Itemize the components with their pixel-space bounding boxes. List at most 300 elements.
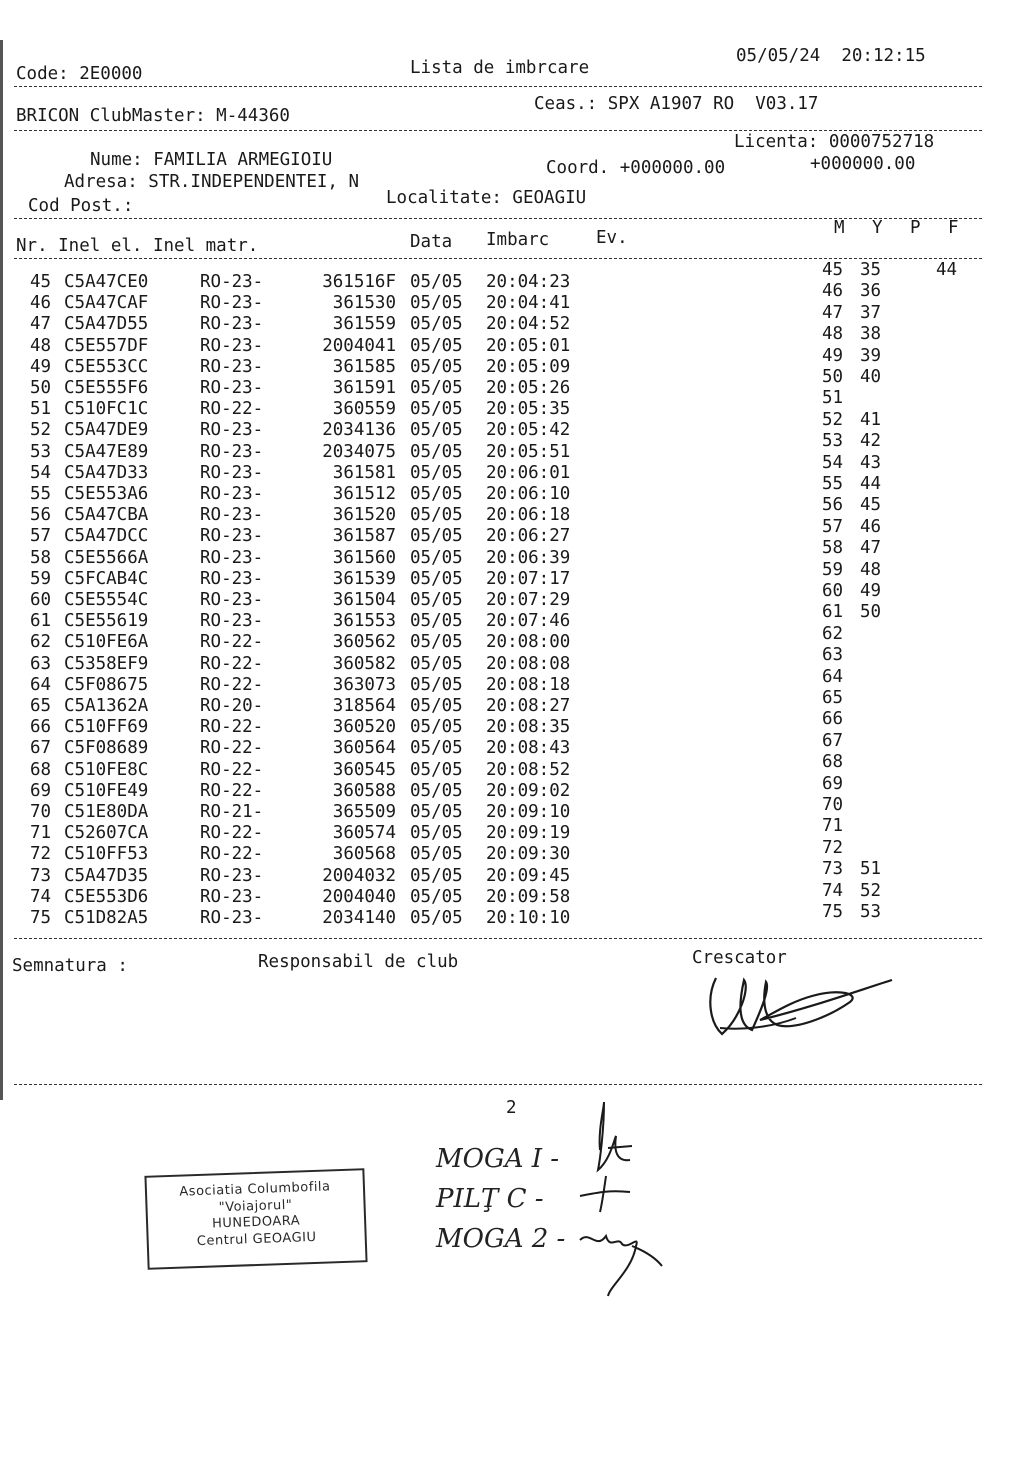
table-row	[14, 528, 614, 549]
boarding-time: 20:06:39	[486, 547, 571, 568]
count-m: 61	[822, 602, 844, 623]
table-row	[14, 825, 614, 846]
boarding-date: 05/05	[410, 886, 463, 907]
table-row	[14, 274, 614, 295]
count-m: 48	[822, 324, 844, 345]
category-row	[822, 861, 962, 882]
count-y: 53	[860, 902, 882, 922]
ring-prefix: RO-22-	[200, 759, 264, 780]
owner-address: Adresa: STR.INDEPENDENTEI, N	[64, 172, 360, 192]
row-number: 64	[30, 674, 52, 695]
boarding-date: 05/05	[410, 844, 463, 865]
code-label: Code: 2E0000	[16, 64, 143, 84]
ring-number: 361559	[332, 314, 396, 335]
count-y: 47	[860, 538, 882, 559]
boarding-date: 05/05	[410, 356, 463, 377]
ring-prefix: RO-22-	[200, 717, 264, 738]
table-row	[14, 910, 614, 931]
category-row	[822, 818, 962, 839]
handwritten-note-3: MOGA 2 -	[436, 1224, 566, 1254]
boarding-time: 20:05:09	[486, 356, 571, 377]
count-m: 47	[822, 302, 844, 323]
boarding-time: 20:06:10	[486, 484, 571, 504]
electronic-ring: C5A47D35	[64, 865, 149, 886]
category-row	[822, 583, 962, 604]
ring-number: 361591	[332, 378, 396, 398]
row-number: 70	[30, 802, 52, 822]
ring-number: 360562	[332, 632, 396, 653]
boarding-time: 20:08:43	[486, 738, 571, 759]
ring-number: 363073	[332, 674, 396, 695]
ring-number: 361520	[332, 505, 396, 526]
boarding-date: 05/05	[410, 674, 463, 695]
row-number: 75	[30, 908, 52, 928]
count-m: 66	[822, 709, 844, 730]
count-y: 51	[860, 859, 882, 880]
category-row	[822, 797, 962, 818]
table-row	[14, 846, 614, 867]
table-row	[14, 568, 614, 592]
count-y: 46	[860, 516, 882, 537]
ring-prefix: RO-22-	[200, 674, 264, 695]
category-row	[822, 452, 962, 476]
ring-prefix: RO-23-	[200, 547, 264, 568]
table-row	[14, 335, 614, 359]
row-number: 47	[30, 314, 52, 335]
table-row	[14, 422, 614, 443]
table-row	[14, 759, 614, 783]
count-m: 72	[822, 837, 844, 858]
category-row	[822, 516, 962, 540]
category-row	[822, 326, 962, 347]
ring-number: 360559	[332, 399, 396, 420]
ring-prefix: RO-23-	[200, 378, 264, 398]
ring-prefix: RO-23-	[200, 293, 264, 314]
print-datetime: 05/05/24 20:12:15	[736, 46, 926, 66]
ring-number: 361504	[332, 590, 396, 610]
row-number: 72	[30, 844, 52, 865]
row-number: 59	[30, 568, 52, 589]
electronic-ring: C5A1362A	[64, 696, 149, 716]
table-row	[14, 295, 614, 316]
ring-number: 361581	[332, 462, 396, 483]
handwritten-note-2: PILŢ C -	[436, 1184, 544, 1214]
boarding-time: 20:09:45	[486, 865, 571, 886]
boarding-date: 05/05	[410, 484, 463, 504]
boarding-date: 05/05	[410, 293, 463, 314]
boarding-time: 20:09:02	[486, 780, 571, 801]
ring-prefix: RO-20-	[200, 696, 264, 716]
boarding-date: 05/05	[410, 738, 463, 759]
count-m: 64	[822, 666, 844, 687]
row-number: 60	[30, 590, 52, 610]
category-row	[822, 604, 962, 625]
ring-number: 361553	[332, 611, 396, 632]
ring-prefix: RO-23-	[200, 272, 264, 292]
row-number: 52	[30, 420, 52, 441]
electronic-ring: C5A47D33	[64, 462, 149, 483]
boarding-date: 05/05	[410, 462, 463, 483]
category-row	[822, 409, 962, 433]
ring-number: 2004032	[322, 865, 396, 886]
row-number: 63	[30, 653, 52, 674]
table-row	[14, 462, 614, 486]
count-y: 43	[860, 452, 882, 473]
boarding-date: 05/05	[410, 590, 463, 610]
electronic-ring: C5E553A6	[64, 484, 149, 504]
boarding-time: 20:07:17	[486, 568, 571, 589]
boarding-time: 20:06:27	[486, 526, 571, 547]
category-row	[822, 647, 962, 668]
count-m: 68	[822, 752, 844, 773]
table-row	[14, 547, 614, 571]
ring-number: 360568	[332, 844, 396, 865]
count-m: 59	[822, 559, 844, 580]
boarding-time: 20:06:01	[486, 462, 571, 483]
handwritten-initials	[570, 1100, 680, 1300]
ring-prefix: RO-23-	[200, 611, 264, 632]
signature-label: Semnatura :	[12, 956, 128, 976]
electronic-ring: C5E5566A	[64, 547, 149, 568]
ring-prefix: RO-23-	[200, 462, 264, 483]
count-y: 37	[860, 302, 882, 323]
electronic-ring: C5E553CC	[64, 356, 149, 377]
ring-prefix: RO-23-	[200, 590, 264, 610]
ring-number: 361530	[332, 293, 396, 314]
ring-prefix: RO-23-	[200, 865, 264, 886]
count-y: 35	[860, 260, 882, 280]
category-row	[822, 754, 962, 775]
row-number: 68	[30, 759, 52, 780]
electronic-ring: C5FCAB4C	[64, 568, 149, 589]
boarding-date: 05/05	[410, 335, 463, 356]
count-m: 52	[822, 409, 844, 430]
table-row	[14, 674, 614, 698]
page-edge-mark	[0, 40, 3, 1100]
boarding-date: 05/05	[410, 632, 463, 653]
count-m: 73	[822, 859, 844, 880]
ring-number: 360545	[332, 759, 396, 780]
count-y: 40	[860, 367, 882, 387]
ring-prefix: RO-23-	[200, 484, 264, 504]
ring-number: 361585	[332, 356, 396, 377]
category-row	[822, 666, 962, 690]
electronic-ring: C5A47D55	[64, 314, 149, 335]
count-y: 41	[860, 409, 882, 430]
electronic-ring: C5A47CBA	[64, 505, 149, 526]
boarding-date: 05/05	[410, 717, 463, 738]
boarding-date: 05/05	[410, 314, 463, 335]
owner-name: Nume: FAMILIA ARMEGIOIU	[90, 150, 333, 170]
breeder-label: Crescator	[692, 948, 787, 968]
license-label: Licenta: 0000752718	[734, 132, 935, 152]
electronic-ring: C5E55619	[64, 611, 149, 632]
table-row	[14, 316, 614, 337]
count-f: 44	[936, 260, 958, 280]
row-number: 71	[30, 823, 52, 844]
row-number: 49	[30, 356, 52, 377]
category-row	[822, 262, 962, 283]
table-row	[14, 780, 614, 804]
electronic-ring: C510FC1C	[64, 399, 149, 420]
count-y: 38	[860, 324, 882, 345]
boarding-time: 20:05:35	[486, 399, 571, 420]
boarding-date: 05/05	[410, 547, 463, 568]
boarding-time: 20:09:19	[486, 823, 571, 844]
electronic-ring: C510FF69	[64, 717, 149, 738]
category-row	[822, 904, 962, 925]
ring-prefix: RO-23-	[200, 908, 264, 928]
ring-prefix: RO-22-	[200, 738, 264, 759]
count-m: 55	[822, 474, 844, 494]
table-row	[14, 719, 614, 740]
boarding-time: 20:05:51	[486, 441, 571, 462]
electronic-ring: C51E80DA	[64, 802, 149, 822]
boarding-date: 05/05	[410, 505, 463, 526]
count-y: 50	[860, 602, 882, 623]
column-header-y: Y	[872, 218, 883, 238]
count-m: 75	[822, 902, 844, 922]
category-row	[822, 345, 962, 369]
ring-prefix: RO-22-	[200, 399, 264, 420]
boarding-time: 20:08:52	[486, 759, 571, 780]
category-row	[822, 497, 962, 518]
boarding-time: 20:09:58	[486, 886, 571, 907]
row-number: 62	[30, 632, 52, 653]
boarding-date: 05/05	[410, 441, 463, 462]
table-row	[14, 592, 614, 613]
column-header-ev: Ev.	[596, 228, 628, 248]
category-row	[822, 623, 962, 647]
count-m: 65	[822, 688, 844, 708]
category-row	[822, 302, 962, 326]
boarding-time: 20:08:27	[486, 696, 571, 716]
electronic-ring: C51D82A5	[64, 908, 149, 928]
boarding-time: 20:08:08	[486, 653, 571, 674]
column-header-date: Data	[410, 232, 453, 252]
ring-number: 360588	[332, 780, 396, 801]
table-row	[14, 356, 614, 380]
handwritten-note-1: MOGA I -	[436, 1144, 560, 1174]
category-row	[822, 690, 962, 711]
category-row	[822, 880, 962, 904]
boarding-date: 05/05	[410, 696, 463, 716]
count-m: 54	[822, 452, 844, 473]
ring-number: 360564	[332, 738, 396, 759]
ring-prefix: RO-22-	[200, 844, 264, 865]
table-row	[14, 740, 614, 761]
count-m: 57	[822, 516, 844, 537]
count-y: 48	[860, 559, 882, 580]
ring-prefix: RO-22-	[200, 632, 264, 653]
boarding-time: 20:05:01	[486, 335, 571, 356]
boarding-time: 20:08:18	[486, 674, 571, 695]
row-number: 50	[30, 378, 52, 398]
table-row	[14, 401, 614, 422]
table-row	[14, 441, 614, 465]
boarding-time: 20:08:00	[486, 632, 571, 653]
table-row	[14, 804, 614, 825]
category-row	[822, 837, 962, 861]
count-y: 49	[860, 581, 882, 601]
count-m: 49	[822, 345, 844, 366]
column-header-boarding: Imbarc	[486, 230, 550, 250]
breeder-signature	[700, 968, 900, 1048]
electronic-ring: C5A47CAF	[64, 293, 149, 314]
divider	[14, 938, 982, 939]
locality-label: Localitate: GEOAGIU	[386, 188, 587, 208]
count-y: 36	[860, 281, 882, 302]
coordinates-second: +000000.00	[810, 154, 916, 174]
category-row	[822, 433, 962, 454]
association-stamp: Asociatia Columbofila "Voiajorul" HUNEDOARA Centrul GEOAGIU	[144, 1168, 367, 1270]
electronic-ring: C5E557DF	[64, 335, 149, 356]
count-m: 58	[822, 538, 844, 559]
row-number: 45	[30, 272, 52, 292]
boarding-date: 05/05	[410, 611, 463, 632]
count-m: 71	[822, 816, 844, 837]
table-row	[14, 613, 614, 634]
ring-number: 2004040	[322, 886, 396, 907]
category-row	[822, 476, 962, 497]
ring-number: 360574	[332, 823, 396, 844]
page-number: 2	[506, 1098, 517, 1118]
table-row	[14, 698, 614, 719]
ring-prefix: RO-23-	[200, 314, 264, 335]
electronic-ring: C5A47DCC	[64, 526, 149, 547]
electronic-ring: C510FE49	[64, 780, 149, 801]
column-header-m: M	[834, 218, 845, 238]
boarding-date: 05/05	[410, 908, 463, 928]
ring-prefix: RO-23-	[200, 356, 264, 377]
column-header-rings: Nr. Inel el. Inel matr.	[16, 236, 259, 256]
row-number: 74	[30, 886, 52, 907]
divider	[14, 1084, 982, 1085]
ring-prefix: RO-23-	[200, 886, 264, 907]
ring-number: 361512	[332, 484, 396, 504]
boarding-time: 20:10:10	[486, 908, 571, 928]
row-number: 55	[30, 484, 52, 504]
boarding-time: 20:04:52	[486, 314, 571, 335]
boarding-date: 05/05	[410, 823, 463, 844]
count-m: 70	[822, 795, 844, 815]
count-m: 69	[822, 773, 844, 794]
boarding-date: 05/05	[410, 759, 463, 780]
boarding-time: 20:05:26	[486, 378, 571, 398]
ring-prefix: RO-23-	[200, 420, 264, 441]
row-number: 56	[30, 505, 52, 526]
electronic-ring: C5F08689	[64, 738, 149, 759]
row-number: 66	[30, 717, 52, 738]
boarding-date: 05/05	[410, 865, 463, 886]
coordinates-label: Coord. +000000.00	[546, 158, 726, 178]
count-m: 60	[822, 581, 844, 601]
electronic-ring: C510FF53	[64, 844, 149, 865]
ring-prefix: RO-23-	[200, 441, 264, 462]
count-m: 45	[822, 260, 844, 280]
category-row	[822, 559, 962, 583]
ring-number: 361587	[332, 526, 396, 547]
clubmaster-label: BRICON ClubMaster: M-44360	[16, 106, 290, 126]
club-responsible-label: Responsabil de club	[258, 952, 459, 972]
boarding-time: 20:09:10	[486, 802, 571, 822]
ring-number: 360582	[332, 653, 396, 674]
count-m: 62	[822, 623, 844, 644]
electronic-ring: C510FE8C	[64, 759, 149, 780]
boarding-time: 20:04:23	[486, 272, 571, 292]
ring-prefix: RO-22-	[200, 780, 264, 801]
row-number: 57	[30, 526, 52, 547]
count-m: 67	[822, 730, 844, 751]
category-row	[822, 283, 962, 304]
count-y: 45	[860, 495, 882, 516]
column-header-p: P	[910, 218, 921, 238]
divider	[14, 130, 982, 131]
row-number: 67	[30, 738, 52, 759]
boarding-time: 20:09:30	[486, 844, 571, 865]
ring-prefix: RO-23-	[200, 505, 264, 526]
count-m: 46	[822, 281, 844, 302]
table-row	[14, 486, 614, 507]
boarding-date: 05/05	[410, 653, 463, 674]
table-row	[14, 380, 614, 401]
count-m: 53	[822, 431, 844, 452]
boarding-time: 20:04:41	[486, 293, 571, 314]
ring-number: 318564	[332, 696, 396, 716]
category-row	[822, 773, 962, 797]
boarding-date: 05/05	[410, 420, 463, 441]
table-row	[14, 886, 614, 910]
postal-code-label: Cod Post.:	[28, 196, 134, 216]
electronic-ring: C510FE6A	[64, 632, 149, 653]
category-row	[822, 540, 962, 561]
boarding-date: 05/05	[410, 526, 463, 547]
boarding-date: 05/05	[410, 272, 463, 292]
ring-number: 2034140	[322, 908, 396, 928]
table-row	[14, 507, 614, 528]
boarding-time: 20:07:46	[486, 611, 571, 632]
ring-prefix: RO-22-	[200, 823, 264, 844]
ring-number: 2034136	[322, 420, 396, 441]
row-number: 65	[30, 696, 52, 716]
count-y: 42	[860, 431, 882, 452]
electronic-ring: C5F08675	[64, 674, 149, 695]
divider	[14, 86, 982, 87]
electronic-ring: C5E5554C	[64, 590, 149, 610]
category-row	[822, 711, 962, 732]
ring-prefix: RO-23-	[200, 335, 264, 356]
category-row	[822, 369, 962, 390]
ring-prefix: RO-23-	[200, 568, 264, 589]
ring-number: 2034075	[322, 441, 396, 462]
divider	[14, 258, 982, 259]
row-number: 51	[30, 399, 52, 420]
count-m: 63	[822, 645, 844, 666]
count-m: 50	[822, 367, 844, 387]
row-number: 61	[30, 611, 52, 632]
row-number: 46	[30, 293, 52, 314]
clock-label: Ceas.: SPX A1907 RO V03.17	[534, 94, 819, 114]
boarding-time: 20:07:29	[486, 590, 571, 610]
boarding-date: 05/05	[410, 568, 463, 589]
ring-prefix: RO-21-	[200, 802, 264, 822]
table-row	[14, 634, 614, 655]
count-m: 74	[822, 880, 844, 901]
count-y: 44	[860, 474, 882, 494]
ring-prefix: RO-23-	[200, 526, 264, 547]
count-y: 52	[860, 880, 882, 901]
ring-number: 2004041	[322, 335, 396, 356]
